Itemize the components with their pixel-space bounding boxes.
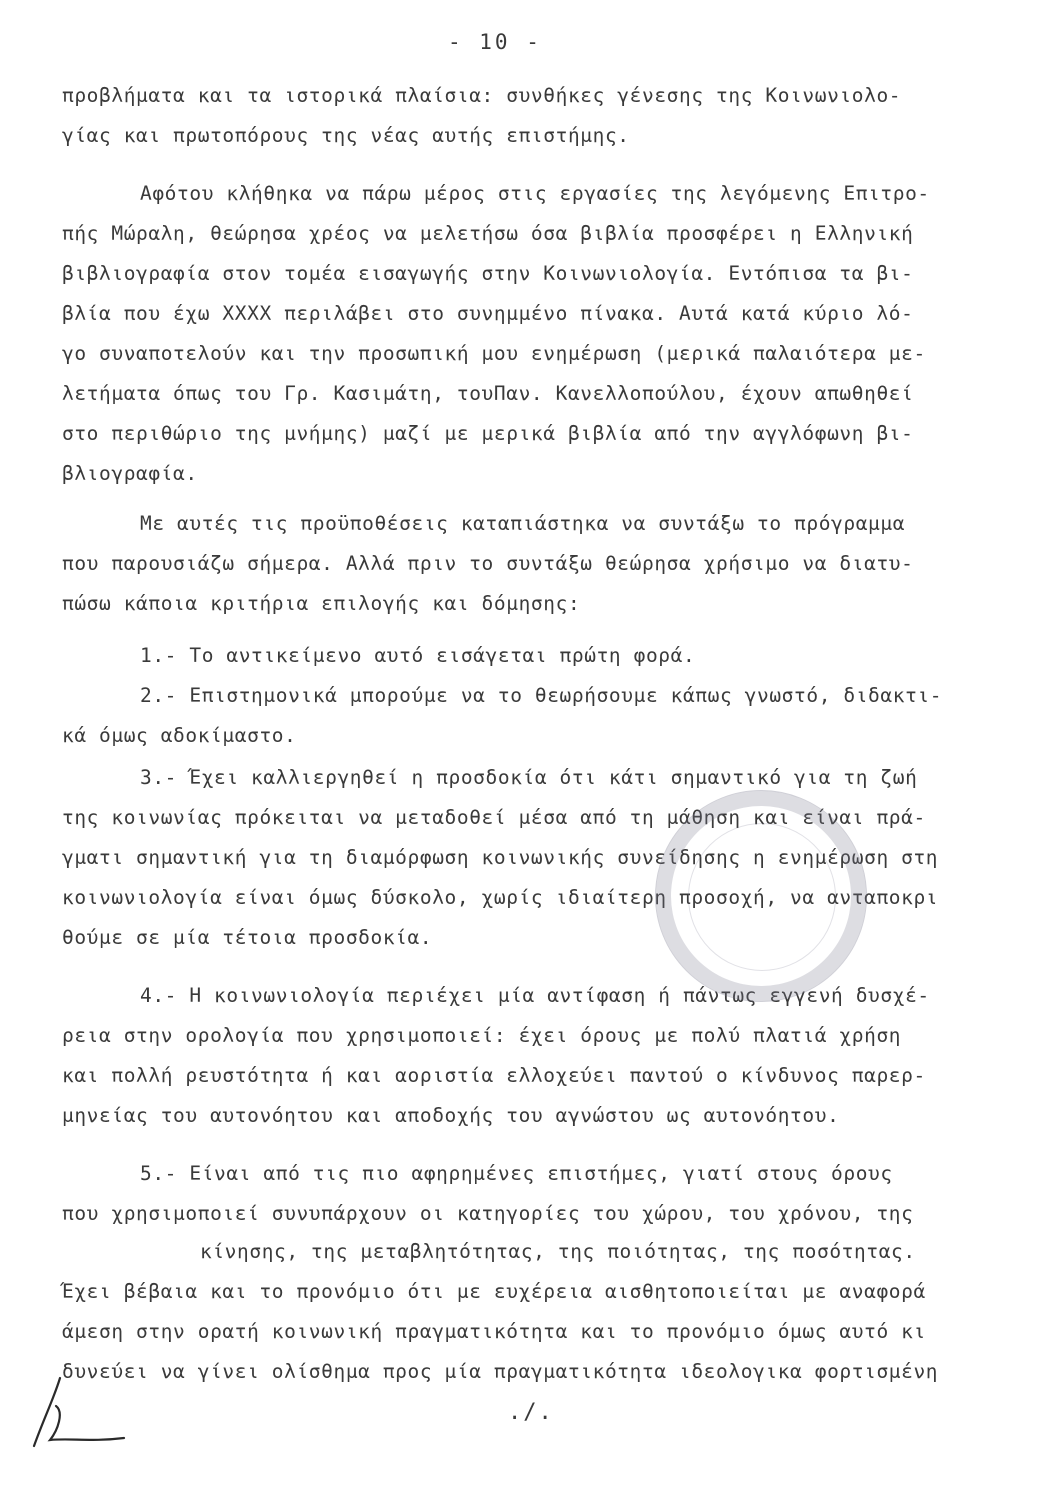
text-line: 1.- Το αντικείμενο αυτό εισάγεται πρώτη φορά. [140,644,696,667]
text-line: κοινωνιολογία είναι όμως δύσκολο, χωρίς ιδιαίτερη προσοχή, να ανταποκρι [62,886,939,909]
text-line: 4.- Η κοινωνιολογία περιέχει μία αντίφαση ή πάντως εγγενή δυσχέ- [140,984,930,1007]
text-line: άμεση στην ορατή κοινωνική πραγματικότητα και το προνόμιο όμως αυτό κι [62,1320,926,1343]
text-line: πώσω κάποια κριτήρια επιλογής και δόμησης: [62,592,581,615]
text-line: Με αυτές τις προϋποθέσεις καταπιάστηκα να συντάξω το πρόγραμμα [140,512,906,535]
text-line: που χρησιμοποιεί συνυπάρχουν οι κατηγορίες του χώρου, του χρόνου, της [62,1202,914,1225]
closing-mark: ./. [508,1400,554,1425]
text-line: κά όμως αδοκίμαστο. [62,724,297,747]
seal-inner-ring [688,823,836,971]
text-line: γο συναποτελούν και την προσωπική μου ενημέρωση (μερικά παλαιότερα με- [62,342,926,365]
text-line: πής Μώραλη, θεώρησα χρέος να μελετήσω όσα βιβλία προσφέρει η Ελληνική [62,222,914,245]
text-line: μηνείας του αυτονόητου και αποδοχής του αγνώστου ως αυτονόητου. [62,1104,840,1127]
text-line: 3.- Έχει καλλιεργηθεί η προσδοκία ότι κάτι σημαντικό για τη ζωή [140,766,918,789]
text-line: που παρουσιάζω σήμερα. Αλλά πριν το συντάξω θεώρησα χρήσιμο να διατυ- [62,552,914,575]
text-line: ρεια στην ορολογία που χρησιμοποιεί: έχει όρους με πολύ πλατιά χρήση [62,1024,902,1047]
text-line: και πολλή ρευστότητα ή και αοριστία ελλοχεύει παντού ο κίνδυνος παρερ- [62,1064,926,1087]
page-number: - 10 - [448,30,542,54]
text-line: δυνεύει να γίνει ολίσθημα προς μία πραγματικότητα ιδεολογικα φορτισμένη [62,1360,939,1383]
text-line: βιβλιογραφία στον τομέα εισαγωγής στην Κοινωνιολογία. Εντόπισα τα βι- [62,262,914,285]
text-line: 2.- Επιστημονικά μπορούμε να το θεωρήσουμε κάπως γνωστό, διδακτι- [140,684,943,707]
text-line: θούμε σε μία τέτοια προσδοκία. [62,926,433,949]
text-line: βλία που έχω ΧΧΧΧ περιλάβει στο συνημμένο πίνακα. Αυτά κατά κύριο λό- [62,302,914,325]
text-line: γματι σημαντική για τη διαμόρφωση κοινωνικής συνείδησης η ενημέρωση στη [62,846,939,869]
official-seal-stamp [655,790,867,1002]
text-line: στο περιθώριο της μνήμης) μαζί με μερικά βιβλία από την αγγλόφωνη βι- [62,422,914,445]
text-line: κίνησης, της μεταβλητότητας, της ποιότητας, της ποσότητας. [200,1240,916,1263]
text-line: Έχει βέβαια και το προνόμιο ότι με ευχέρεια αισθητοποιείται με αναφορά [62,1280,926,1303]
text-line: 5.- Είναι από τις πιο αφηρημένες επιστήμες, γιατί στους όρους [140,1162,893,1185]
text-line: λετήματα όπως του Γρ. Κασιμάτη, τουΠαν. Κανελλοπούλου, έχουν απωθηθεί [62,382,914,405]
text-line: Αφότου κλήθηκα να πάρω μέρος στις εργασίες της λεγόμενης Επιτρο- [140,182,930,205]
text-line: της κοινωνίας πρόκειται να μεταδοθεί μέσα από τη μάθηση και είναι πρά- [62,806,926,829]
text-line: προβλήματα και τα ιστορικά πλαίσια: συνθήκες γένεσης της Κοινωνιολο- [62,84,902,107]
text-line: βλιογραφία. [62,462,198,485]
text-line: γίας και πρωτοπόρους της νέας αυτής επιστήμης. [62,124,630,147]
handwritten-signature-icon [20,1368,130,1458]
